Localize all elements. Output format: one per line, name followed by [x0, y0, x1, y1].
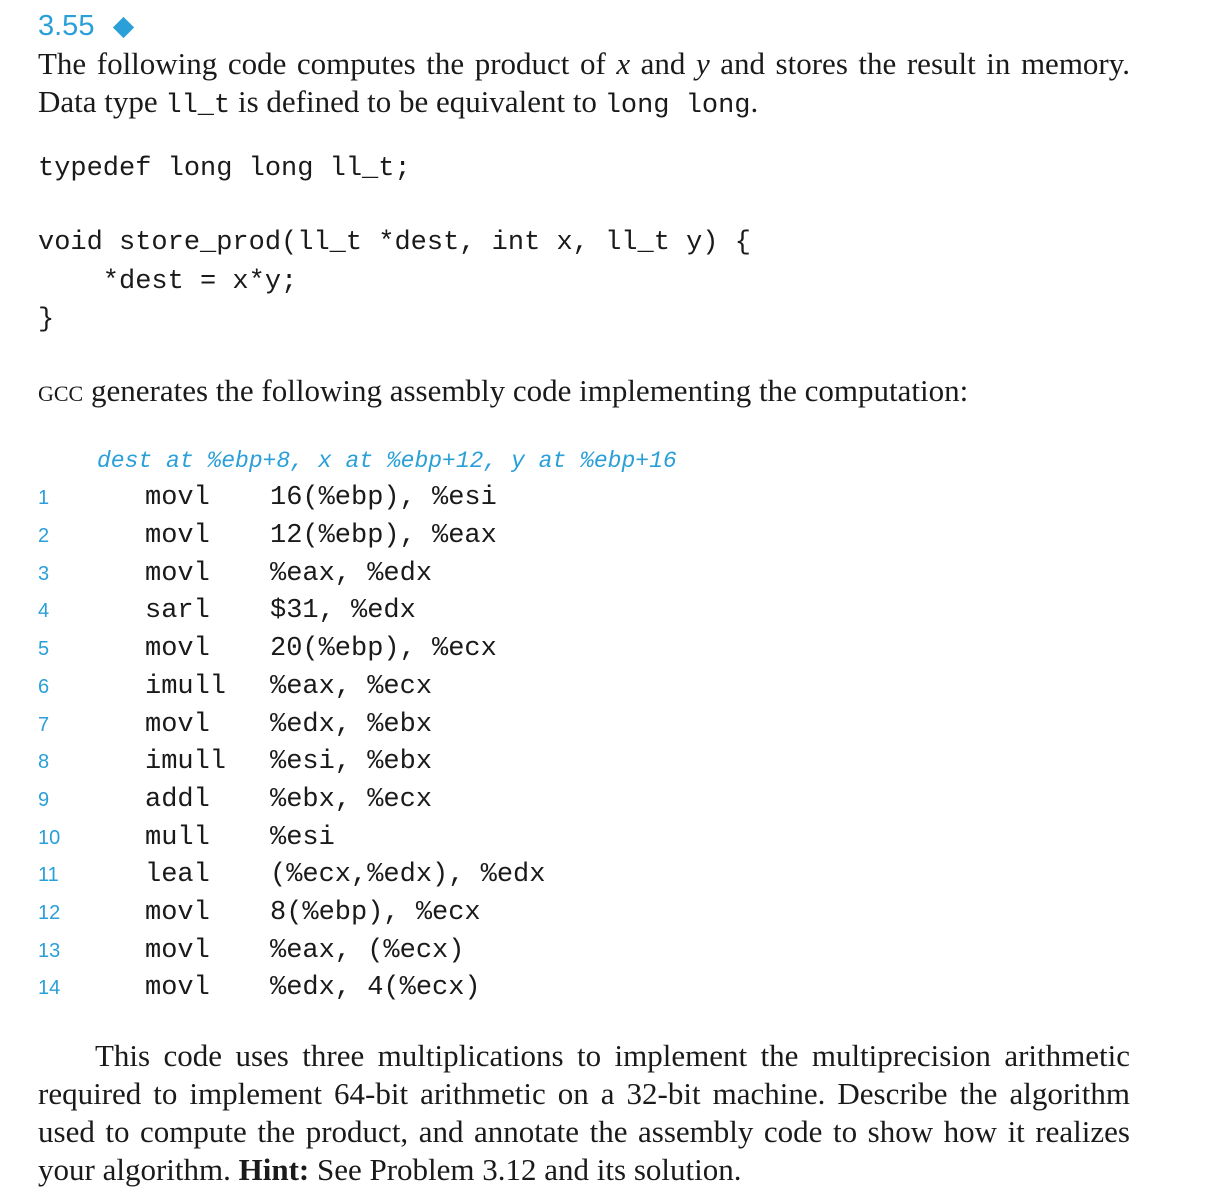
- asm-line: 11 leal (%ecx,%edx), %edx: [38, 860, 546, 890]
- asm-line: 8 imull %esi, %ebx: [38, 747, 433, 777]
- long-long-type: long long: [604, 91, 751, 121]
- asm-comment: dest at %ebp+8, x at %ebp+12, y at %ebp+16: [97, 448, 677, 474]
- typedef-line: typedef long long ll_t;: [38, 154, 411, 184]
- gcc-sentence: gcc generates the following assembly code implementing the computation:: [38, 373, 969, 408]
- asm-line: 5 movl 20(%ebp), %ecx: [38, 634, 497, 664]
- asm-line: 1 movl 16(%ebp), %esi: [38, 483, 497, 513]
- asm-line: 10 mull %esi: [38, 823, 335, 853]
- type-name: ll_t: [165, 91, 231, 121]
- var-y: y: [695, 46, 710, 81]
- asm-line: 4 sarl $31, %edx: [38, 596, 416, 626]
- function-signature: void store_prod(ll_t *dest, int x, ll_t y) {: [38, 228, 751, 258]
- asm-line: 3 movl %eax, %edx: [38, 559, 433, 589]
- asm-line: 12 movl 8(%ebp), %ecx: [38, 898, 481, 928]
- asm-line: 13 movl %eax, (%ecx): [38, 936, 465, 966]
- intro-paragraph: The following code computes the product of x and y and stores the result in memory. Data type ll_t is defined to be equivalent to long long.: [38, 46, 1130, 121]
- hint-label: Hint:: [238, 1152, 310, 1187]
- closing-paragraph: This code uses three multiplications to implement the multiprecision arithmetic required to implement 64-bit arithmetic on a 32-bit machine. Describe the algorithm used to compute the product, and annotate the assembly code to show how it realizes your algorithm. Hint: See Problem 3.12 and its solution.: [38, 1038, 1130, 1187]
- diamond-icon: [113, 16, 134, 37]
- function-close: }: [38, 305, 55, 335]
- var-x: x: [616, 46, 631, 81]
- asm-line: 14 movl %edx, 4(%ecx): [38, 973, 481, 1003]
- asm-line: 6 imull %eax, %ecx: [38, 672, 433, 702]
- asm-line: 2 movl 12(%ebp), %eax: [38, 521, 497, 551]
- gcc-label: gcc: [38, 373, 84, 408]
- asm-line: 9 addl %ebx, %ecx: [38, 785, 433, 815]
- problem-number: 3.55: [38, 9, 95, 42]
- problem-header: [38, 8, 131, 44]
- asm-line: 7 movl %edx, %ebx: [38, 710, 433, 740]
- function-body: *dest = x*y;: [38, 267, 298, 297]
